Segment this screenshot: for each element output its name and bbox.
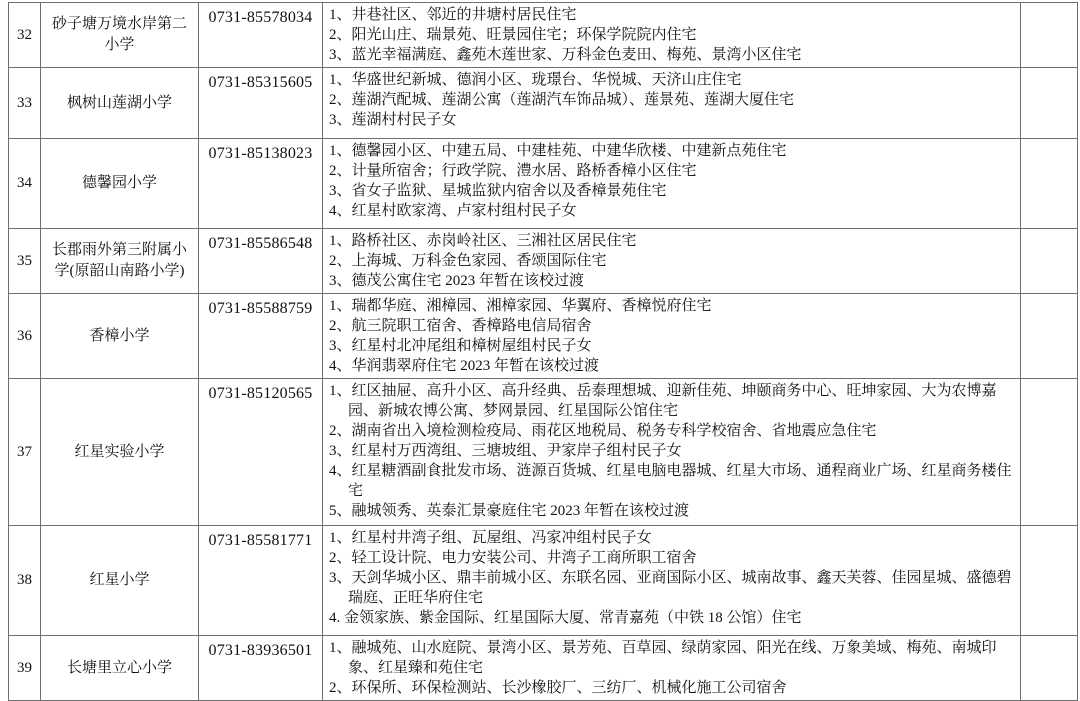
service-area-item: 3、省女子监狱、星城监狱内宿舍以及香樟景苑住宅: [329, 183, 667, 199]
table-row: [9, 379, 1078, 526]
service-area-item: 2、上海城、万科金色家园、香颂国际住宅: [329, 253, 607, 269]
school-name-cell: 香樟小学: [41, 294, 199, 379]
school-name-cell: 枫树山莲湖小学: [41, 68, 199, 139]
empty-cell: [1021, 3, 1078, 68]
service-area-item: 2、轻工设计院、电力安装公司、井湾子工商所职工宿舍: [329, 550, 697, 566]
service-area-item: 2、环保所、环保检测站、长沙橡胶厂、三纺厂、机械化施工公司宿舍: [329, 680, 787, 696]
service-area-item: 2、阳光山庄、瑞景苑、旺景园住宅；环保学院院内住宅: [329, 27, 697, 43]
empty-cell: [1021, 636, 1078, 701]
service-area-item: 2、湖南省出入境检测检疫局、雨花区地税局、税务专科学校宿舍、省地震应急住宅: [329, 423, 877, 439]
service-area-item: 3、德茂公寓住宅 2023 年暂在该校过渡: [329, 273, 585, 289]
row-number-cell: 37: [9, 379, 41, 526]
service-area-item: 1、瑞都华庭、湘樟园、湘樟家园、华翼府、香樟悦府住宅: [329, 298, 712, 314]
service-area-item: 1、华盛世纪新城、德润小区、珑璟台、华悦城、天济山庄住宅: [329, 72, 742, 88]
empty-cell: [1021, 68, 1078, 139]
table-row: [9, 3, 1078, 68]
table-row: [9, 526, 1078, 636]
phone-cell: 0731-85120565: [199, 379, 323, 526]
row-number-cell: 34: [9, 139, 41, 229]
table-row: [9, 68, 1078, 139]
service-areas-cell: [323, 526, 1021, 636]
service-area-item: 1、路桥社区、赤岗岭社区、三湘社区居民住宅: [329, 233, 637, 249]
service-area-item: 3、红星村万西湾组、三塘坡组、尹家岸子组村民子女: [329, 443, 682, 459]
service-areas-cell: [323, 636, 1021, 701]
empty-cell: [1021, 526, 1078, 636]
table-row: [9, 294, 1078, 379]
table-row: [9, 636, 1078, 701]
row-number-cell: 33: [9, 68, 41, 139]
table-row: [9, 229, 1078, 294]
service-areas-cell: [323, 229, 1021, 294]
school-name-cell: 长塘里立心小学: [41, 636, 199, 701]
service-area-item: 1、红星村井湾子组、瓦屋组、冯家冲组村民子女: [329, 530, 652, 546]
service-area-item: 5、融城领秀、英泰汇景豪庭住宅 2023 年暂在该校过渡: [329, 503, 690, 519]
row-number-cell: 36: [9, 294, 41, 379]
service-area-item: 3、蓝光幸福满庭、鑫苑木莲世家、万科金色麦田、梅苑、景湾小区住宅: [329, 47, 802, 63]
row-number-cell: 39: [9, 636, 41, 701]
empty-cell: [1021, 139, 1078, 229]
school-name-cell: 长郡雨外第三附属小学(原韶山南路小学): [41, 229, 199, 294]
service-areas-cell: [323, 3, 1021, 68]
service-area-item: 1、融城苑、山水庭院、景湾小区、景芳苑、百草园、绿荫家园、阳光在线、万象美域、梅苑、南城印象、红星臻和苑住宅: [329, 640, 997, 676]
service-areas-cell: [323, 294, 1021, 379]
school-name-cell: 红星实验小学: [41, 379, 199, 526]
service-area-item: 3、天剑华城小区、鼎丰前城小区、东联名园、亚商国际小区、城南故事、鑫天芙蓉、佳园星城、盛德碧瑞庭、正旺华府住宅: [329, 570, 1012, 606]
service-area-item: 1、井巷社区、邻近的井塘村居民住宅: [329, 7, 577, 23]
phone-cell: 0731-85578034: [199, 3, 323, 68]
service-area-item: 2、计量所宿舍；行政学院、澧水居、路桥香樟小区住宅: [329, 163, 697, 179]
service-area-item: 4、华润翡翠府住宅 2023 年暂在该校过渡: [329, 358, 600, 374]
row-number-cell: 38: [9, 526, 41, 636]
service-areas-cell: [323, 379, 1021, 526]
school-name-cell: 德馨园小学: [41, 139, 199, 229]
empty-cell: [1021, 379, 1078, 526]
table-body: [9, 3, 1078, 701]
service-area-item: 4. 金领家族、紫金国际、红星国际大厦、常青嘉苑（中铁 18 公馆）住宅: [329, 610, 802, 626]
table-row: [9, 139, 1078, 229]
service-area-item: 2、航三院职工宿舍、香樟路电信局宿舍: [329, 318, 592, 334]
phone-cell: 0731-85588759: [199, 294, 323, 379]
service-areas-cell: [323, 68, 1021, 139]
service-area-item: 1、红区抽屉、高升小区、高升经典、岳泰理想城、迎新佳苑、坤颐商务中心、旺坤家园、大为农博嘉园、新城农博公寓、梦网景园、红星国际公馆住宅: [329, 383, 997, 419]
service-areas-cell: [323, 139, 1021, 229]
row-number-cell: 32: [9, 3, 41, 68]
service-area-item: 4、红星村欧家湾、卢家村组村民子女: [329, 203, 577, 219]
school-name-cell: 砂子塘万境水岸第二小学: [41, 3, 199, 68]
service-area-item: 4、红星糖酒副食批发市场、涟源百货城、红星电脑电器城、红星大市场、通程商业广场、红星商务楼住宅: [329, 463, 1012, 499]
service-area-item: 3、莲湖村村民子女: [329, 112, 457, 128]
empty-cell: [1021, 229, 1078, 294]
school-name-cell: 红星小学: [41, 526, 199, 636]
phone-cell: 0731-83936501: [199, 636, 323, 701]
row-number-cell: 35: [9, 229, 41, 294]
service-area-item: 2、莲湖汽配城、莲湖公寓（莲湖汽车饰品城）、莲景苑、莲湖大厦住宅: [329, 92, 795, 108]
phone-cell: 0731-85586548: [199, 229, 323, 294]
empty-cell: [1021, 294, 1078, 379]
phone-cell: 0731-85138023: [199, 139, 323, 229]
service-area-item: 1、德馨园小区、中建五局、中建桂苑、中建华欣楼、中建新点苑住宅: [329, 143, 787, 159]
phone-cell: 0731-85315605: [199, 68, 323, 139]
service-area-item: 3、红星村北冲尾组和樟树屋组村民子女: [329, 338, 592, 354]
school-district-table: [8, 2, 1078, 701]
phone-cell: 0731-85581771: [199, 526, 323, 636]
